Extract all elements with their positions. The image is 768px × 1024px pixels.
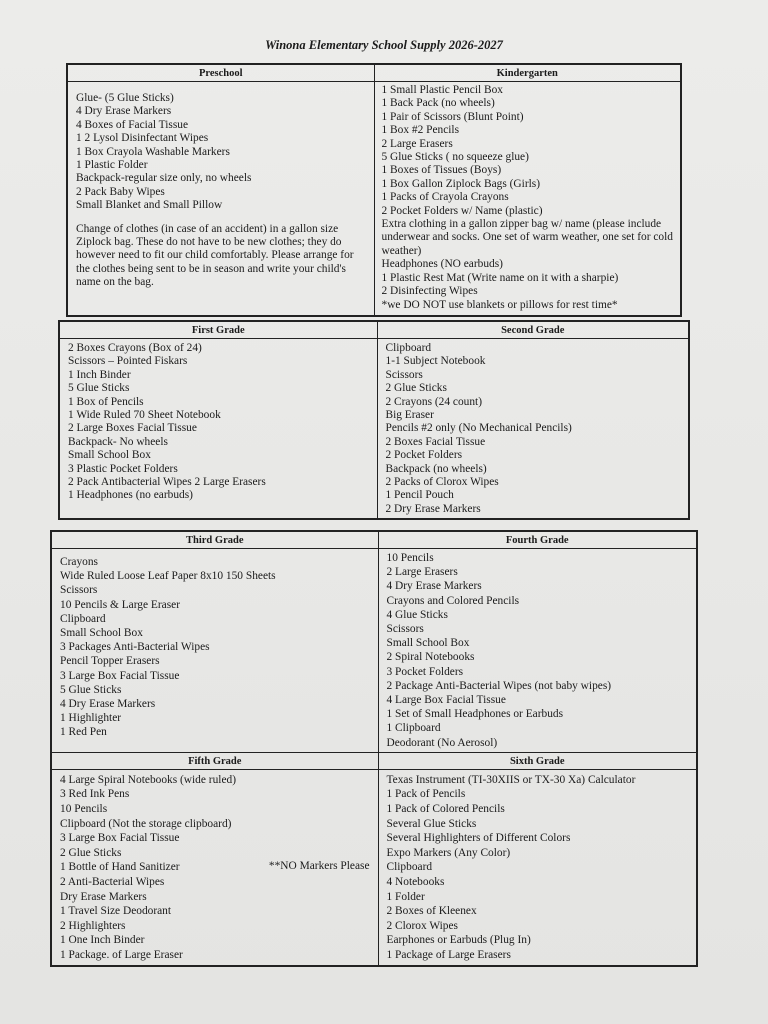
list-item: Big Eraser: [385, 409, 434, 422]
list-item: 2 Boxes Crayons (Box of 24): [68, 342, 202, 354]
list-item: 3 Plastic Pocket Folders: [68, 462, 178, 475]
list-item: Clipboard (Not the storage clipboard): [60, 817, 232, 830]
kindergarten-cell: [374, 82, 681, 317]
list-item: 2 Packs of Clorox Wipes: [385, 476, 499, 489]
list-item: 1 Small Plastic Pencil Box: [381, 84, 503, 96]
list-item: Expo Markers (Any Color): [386, 846, 511, 859]
list-item: 1 Headphones (no earbuds): [68, 489, 193, 502]
list-item: 1 Red Pen: [60, 726, 107, 739]
list-item: 2 Spiral Notebooks: [386, 651, 475, 664]
list-item: Dry Erase Markers: [60, 890, 147, 903]
list-item: Wide Ruled Loose Leaf Paper 8x10 150 Sheets: [60, 570, 276, 583]
list-item: Pencils #2 only (No Mechanical Pencils): [385, 422, 572, 435]
list-item: 4 Glue Sticks: [386, 608, 448, 621]
list-item: 1 Plastic Rest Mat (Write name on it with a sharpie): [381, 271, 619, 284]
fourth-grade-list: [387, 551, 693, 750]
list-item: Small School Box: [60, 627, 143, 640]
list-item: 1 Package of Large Erasers: [386, 948, 511, 961]
list-item: 1 Inch Binder: [68, 368, 131, 381]
list-item: 4 Notebooks: [386, 876, 445, 888]
list-item: 1 Pencil Pouch: [385, 489, 454, 502]
fourth-grade-cell: [378, 549, 697, 753]
list-item: 2 Pack Antibacterial Wipes 2 Large Erasers: [68, 476, 266, 489]
list-item: 1 Clipboard: [386, 722, 441, 735]
preschool-heading: Preschool: [67, 64, 374, 82]
list-item: 1 Boxes of Tissues (Boys): [381, 164, 502, 177]
preschool-list: [76, 92, 370, 213]
list-item: 4 Dry Erase Markers: [386, 580, 482, 593]
list-item: Glue- (5 Glue Sticks): [76, 92, 174, 104]
list-item: 2 Pocket Folders w/ Name (plastic): [381, 204, 543, 217]
list-item: 1 Box #2 Pencils: [381, 124, 460, 137]
list-item: 1 Plastic Folder: [76, 159, 148, 172]
first-grade-list: [68, 342, 373, 503]
list-item: Deodorant (No Aerosol): [386, 736, 498, 749]
second-grade-heading: Second Grade: [377, 321, 689, 339]
list-item: 2 Pack Baby Wipes: [76, 185, 165, 198]
third-grade-cell: [51, 549, 378, 753]
list-item: Scissors: [60, 584, 98, 597]
preschool-kindergarten-table: [66, 63, 682, 317]
list-item: 1 Travel Size Deodorant: [60, 905, 172, 918]
list-item: 10 Pencils & Large Eraser: [60, 598, 180, 611]
list-item: Backpack-regular size only, no wheels: [76, 172, 252, 185]
list-item: 2 Highlighters: [60, 919, 126, 932]
list-item: 3 Pocket Folders: [386, 665, 464, 678]
list-item: 1 Packs of Crayola Crayons: [381, 191, 509, 204]
list-item: Scissors: [386, 623, 424, 636]
list-item: 5 Glue Sticks: [68, 382, 130, 395]
list-item: Headphones (NO earbuds): [381, 258, 503, 271]
list-item: Scissors: [385, 368, 423, 381]
second-grade-list: [386, 342, 685, 516]
list-item: 4 Large Box Facial Tissue: [386, 694, 506, 707]
first-second-table: [58, 320, 690, 520]
list-item: 2 Crayons (24 count): [385, 395, 482, 408]
list-item: 3 Red Ink Pens: [60, 788, 130, 801]
list-item: Backpack- No wheels: [68, 435, 168, 448]
first-grade-heading: First Grade: [59, 321, 377, 339]
list-item: 1 Folder: [386, 890, 425, 903]
list-item: 2 Pocket Folders: [385, 449, 463, 462]
list-item: 4 Large Spiral Notebooks (wide ruled): [60, 773, 236, 786]
list-item: Several Glue Sticks: [386, 817, 477, 830]
list-item: Texas Instrument (TI-30XIIS or TX-30 Xa) Calculator: [386, 773, 636, 786]
third-to-sixth-table: [50, 530, 698, 967]
list-item: 3 Packages Anti-Bacterial Wipes: [60, 641, 210, 654]
list-item: 5 Glue Sticks: [60, 683, 122, 696]
list-item: 5 Glue Sticks ( no squeeze glue): [381, 151, 529, 164]
list-item: Scissors – Pointed Fiskars: [68, 355, 188, 368]
fifth-grade-note: **NO Markers Please: [268, 860, 370, 873]
list-item: Small Blanket and Small Pillow: [76, 199, 223, 212]
sixth-grade-list: [387, 773, 693, 963]
third-grade-list: [60, 555, 374, 740]
list-item: Small School Box: [386, 637, 470, 650]
list-item: Clipboard: [385, 342, 432, 354]
list-item: Earphones or Earbuds (Plug In): [386, 934, 531, 947]
list-item: 1 Pack of Colored Pencils: [386, 803, 505, 816]
list-item: 1 Wide Ruled 70 Sheet Notebook: [68, 409, 221, 422]
preschool-cell: [67, 82, 374, 317]
list-item: 4 Dry Erase Markers: [76, 105, 172, 118]
list-item: 2 Glue Sticks: [385, 382, 447, 395]
list-item: 2 Anti-Bacterial Wipes: [60, 876, 165, 888]
list-item: 1 Bottle of Hand Sanitizer: [60, 861, 180, 874]
list-item: 1 Set of Small Headphones or Earbuds: [386, 708, 564, 721]
list-item: Crayons: [60, 556, 98, 568]
list-item: Backpack (no wheels): [385, 462, 487, 475]
list-item: 1 2 Lysol Disinfectant Wipes: [76, 132, 209, 145]
list-item: Crayons and Colored Pencils: [386, 594, 520, 607]
list-item: 2 Boxes of Kleenex: [386, 905, 477, 918]
list-item: 2 Clorox Wipes: [386, 919, 458, 932]
sixth-grade-cell: [378, 769, 697, 966]
list-item: 1 Back Pack (no wheels): [381, 97, 495, 110]
list-item: Clipboard: [386, 861, 433, 874]
fifth-grade-heading: Fifth Grade: [51, 752, 378, 769]
list-item: 1 Pair of Scissors (Blunt Point): [381, 110, 524, 123]
list-item: 2 Large Erasers: [381, 137, 453, 150]
list-item: 1 Highlighter: [60, 712, 122, 725]
list-item: 4 Dry Erase Markers: [60, 698, 156, 711]
list-item: 1 Box of Pencils: [68, 395, 144, 408]
list-item: Several Highlighters of Different Colors: [386, 832, 571, 845]
list-item: Clipboard: [60, 612, 106, 625]
list-item: 10 Pencils: [60, 803, 108, 816]
list-item: 2 Disinfecting Wipes: [381, 285, 478, 298]
list-item: Small School Box: [68, 449, 151, 462]
fifth-grade-cell: [51, 769, 378, 966]
list-item: 4 Boxes of Facial Tissue: [76, 118, 189, 131]
list-item: 1-1 Subject Notebook: [385, 355, 486, 368]
list-item: 2 Dry Erase Markers: [385, 502, 481, 515]
third-grade-heading: Third Grade: [51, 531, 378, 549]
list-item: Extra clothing in a gallon zipper bag w/ name (please include underwear and socks. One set of warm weather, one set for cold weather): [381, 218, 673, 257]
kindergarten-list: [382, 84, 677, 312]
list-item: 1 Box Crayola Washable Markers: [76, 145, 230, 158]
page-title: Winona Elementary School Supply 2026-2027: [265, 38, 503, 52]
list-item: *we DO NOT use blankets or pillows for rest time*: [381, 298, 618, 311]
list-item: 2 Large Boxes Facial Tissue: [68, 422, 197, 435]
second-grade-cell: [377, 339, 689, 520]
first-grade-cell: [59, 339, 377, 520]
list-item: 2 Large Erasers: [386, 566, 458, 579]
kindergarten-heading: Kindergarten: [374, 64, 681, 82]
list-item: 2 Boxes Facial Tissue: [385, 435, 486, 448]
list-item: Pencil Topper Erasers: [60, 655, 160, 668]
fourth-grade-heading: Fourth Grade: [378, 531, 697, 549]
list-item: 2 Glue Sticks: [60, 846, 122, 859]
list-item: 3 Large Box Facial Tissue: [60, 832, 180, 845]
list-item: 2 Package Anti-Bacterial Wipes (not baby wipes): [386, 679, 612, 692]
sixth-grade-heading: Sixth Grade: [378, 752, 697, 769]
list-item: 1 Package. of Large Eraser: [60, 948, 183, 961]
list-item: 10 Pencils: [386, 552, 434, 564]
list-item: 1 One Inch Binder: [60, 934, 145, 947]
fifth-grade-wrap: [60, 773, 374, 963]
list-item: 1 Box Gallon Ziplock Bags (Girls): [381, 177, 541, 190]
list-item: 3 Large Box Facial Tissue: [60, 669, 180, 682]
preschool-note: Change of clothes (in case of an accident) in a gallon size Ziplock bag. These do not have to be new clothes; they do however need to fit our child comfortably. Please arrange for the clothes being sent to be in season and write your child's name on the bag.: [76, 222, 354, 289]
list-item: 1 Pack of Pencils: [386, 788, 466, 801]
